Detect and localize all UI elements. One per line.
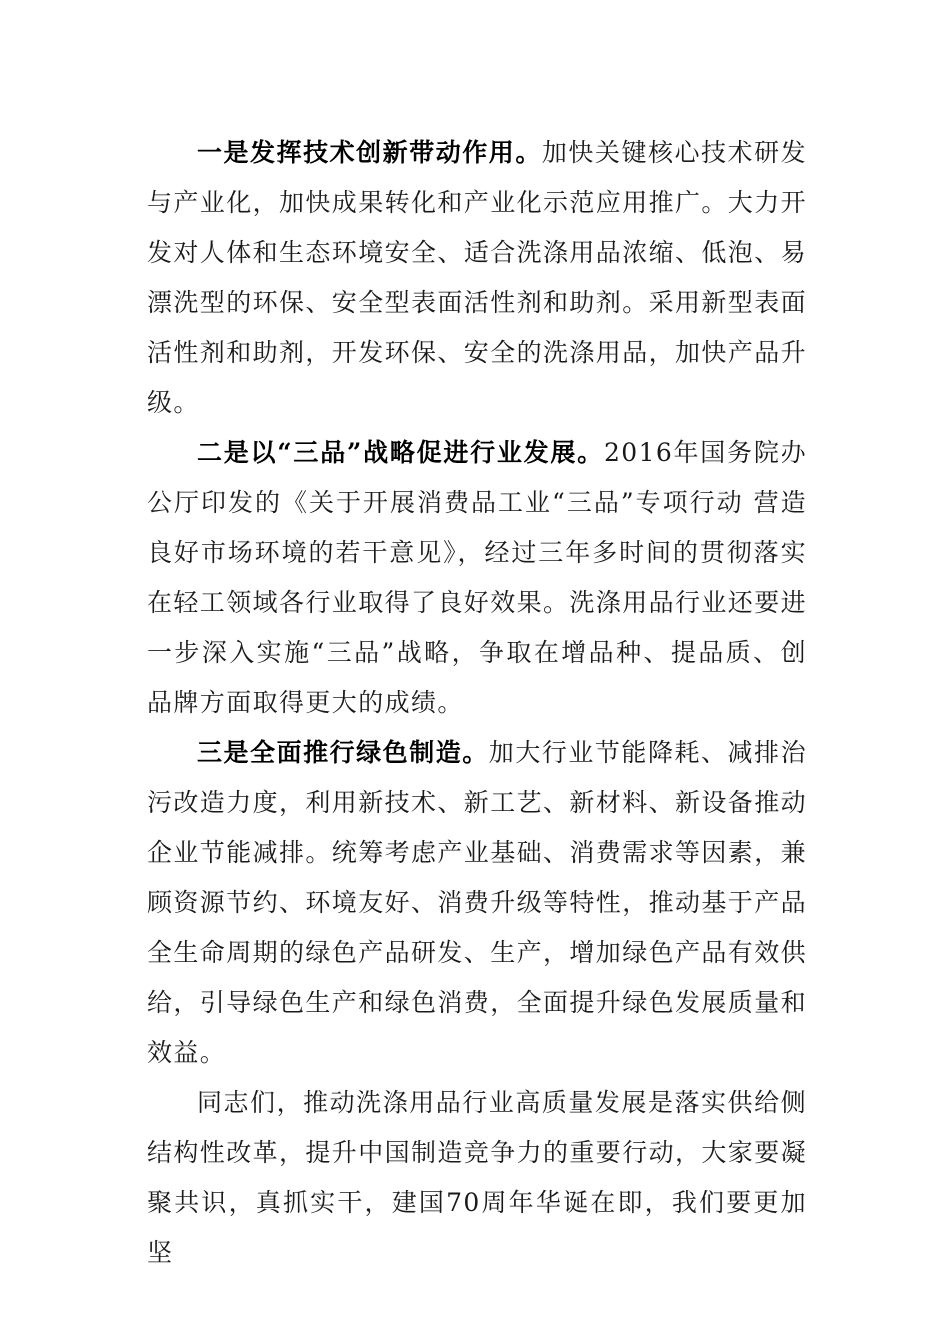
- paragraph-heading: 一是发挥技术创新带动作用。: [197, 138, 542, 167]
- paragraph-text: 2016年国务院办公厅印发的《关于开展消费品工业“三品”专项行动 营造良好市场环境的若干意见》，经过三年多时间的贯彻落实在轻工领域各行业取得了良好效果。洗涤用品行业还要进一步深入实施“三品”战略，争取在增品种、提品质、创品牌方面取得更大的成绩。: [147, 438, 808, 717]
- paragraph-heading: 三是全面推行绿色制造。: [197, 738, 489, 767]
- document-body: [147, 128, 807, 1278]
- paragraph-tech-innovation: [147, 128, 807, 428]
- paragraph-green-manufacturing: [147, 728, 807, 1078]
- paragraph-closing: [147, 1078, 807, 1278]
- paragraph-heading: 二是以“三品”战略促进行业发展。: [197, 438, 604, 467]
- paragraph-text: 加大行业节能降耗、减排治污改造力度，利用新技术、新工艺、新材料、新设备推动企业节能减排。统筹考虑产业基础、消费需求等因素，兼顾资源节约、环境友好、消费升级等特性，推动基于产品全生命周期的绿色产品研发、生产，增加绿色产品有效供给，引导绿色生产和绿色消费，全面提升绿色发展质量和效益。: [147, 738, 808, 1067]
- paragraph-text: 同志们，推动洗涤用品行业高质量发展是落实供给侧结构性改革，提升中国制造竞争力的重要行动，大家要凝聚共识，真抓实干，建国70周年华诞在即，我们要更加坚: [147, 1088, 808, 1267]
- paragraph-text: 加快关键核心技术研发与产业化，加快成果转化和产业化示范应用推广。大力开发对人体和生态环境安全、适合洗涤用品浓缩、低泡、易漂洗型的环保、安全型表面活性剂和助剂。采用新型表面活性剂和助剂，开发环保、安全的洗涤用品，加快产品升级。: [147, 138, 808, 417]
- paragraph-three-products: [147, 428, 807, 728]
